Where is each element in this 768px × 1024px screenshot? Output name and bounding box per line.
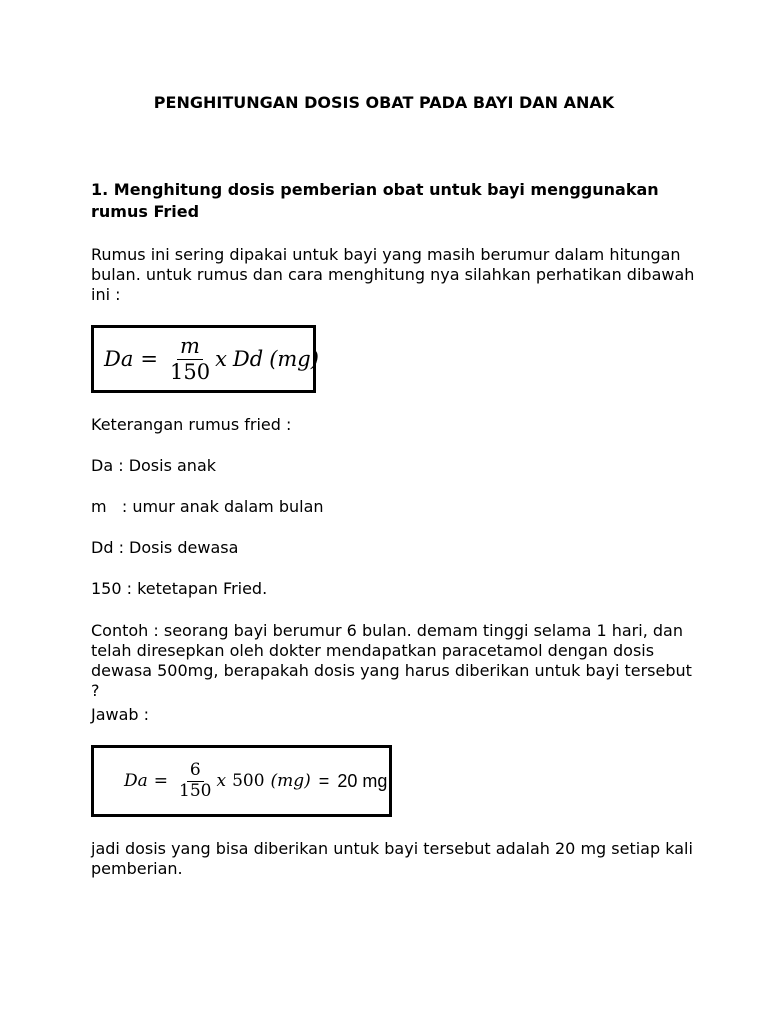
- intro-line-3: ini :: [91, 285, 121, 304]
- intro-paragraph: [91, 245, 701, 305]
- example-line-2: telah diresepkan oleh dokter mendapatkan paracetamol dengan dosis: [91, 641, 655, 660]
- document-title: PENGHITUNGAN DOSIS OBAT PADA BAYI DAN ANAK: [153, 93, 615, 112]
- legend-item-da: Da : Dosis anak: [91, 456, 217, 475]
- legend-item-m: m : umur anak dalam bulan: [91, 497, 324, 516]
- formula-numerator: m: [177, 335, 203, 359]
- legend-item-dd: Dd : Dosis dewasa: [91, 538, 239, 557]
- answer-formula-box: [91, 745, 392, 817]
- section-heading-line-2: rumus Fried: [91, 202, 200, 221]
- answer-value: 500: [232, 771, 265, 791]
- formula-denominator: 150: [169, 359, 211, 384]
- section-heading-line-1: 1. Menghitung dosis pemberian obat untuk bayi menggunakan: [91, 180, 659, 199]
- example-line-3: dewasa 500mg, berapakah dosis yang harus diberikan untuk bayi tersebut ?: [91, 661, 692, 700]
- answer-label: Jawab :: [91, 705, 150, 724]
- answer-denominator: 150: [179, 780, 212, 801]
- formula-fraction: [167, 335, 213, 382]
- answer-da: Da: [124, 771, 148, 791]
- answer-result: 20 mg: [337, 770, 388, 791]
- fried-formula-box: [91, 325, 319, 393]
- answer-unit: (mg): [270, 771, 311, 791]
- formula-da: Da: [104, 347, 134, 371]
- section-heading: [91, 179, 691, 223]
- formula-equals: =: [140, 347, 158, 371]
- example-line-1: Contoh : seorang bayi berumur 6 bulan. demam tinggi selama 1 hari, dan: [91, 621, 683, 640]
- answer-times: x: [216, 771, 227, 791]
- answer-formula: [124, 759, 388, 801]
- formula-dd: Dd: [232, 347, 264, 371]
- conclusion-paragraph: [91, 839, 701, 879]
- intro-line-1: Rumus ini sering dipakai untuk bayi yang masih berumur dalam hitungan: [91, 245, 681, 264]
- intro-line-2: bulan. untuk rumus dan cara menghitung nya silahkan perhatikan dibawah: [91, 265, 695, 284]
- fried-formula: [104, 335, 319, 382]
- conclusion-line-2: pemberian.: [91, 859, 183, 878]
- formula-times: x: [215, 347, 227, 371]
- answer-equals: =: [153, 771, 169, 791]
- formula-unit: (mg): [269, 347, 319, 371]
- conclusion-line-1: jadi dosis yang bisa diberikan untuk bayi tersebut adalah 20 mg setiap kali: [91, 839, 693, 858]
- legend-item-150: 150 : ketetapan Fried.: [91, 579, 268, 598]
- answer-numerator: 6: [187, 762, 204, 782]
- answer-equals-2: =: [318, 770, 330, 791]
- keterangan-label: Keterangan rumus fried :: [91, 415, 292, 434]
- answer-fraction: [176, 759, 214, 801]
- example-paragraph: [91, 621, 701, 701]
